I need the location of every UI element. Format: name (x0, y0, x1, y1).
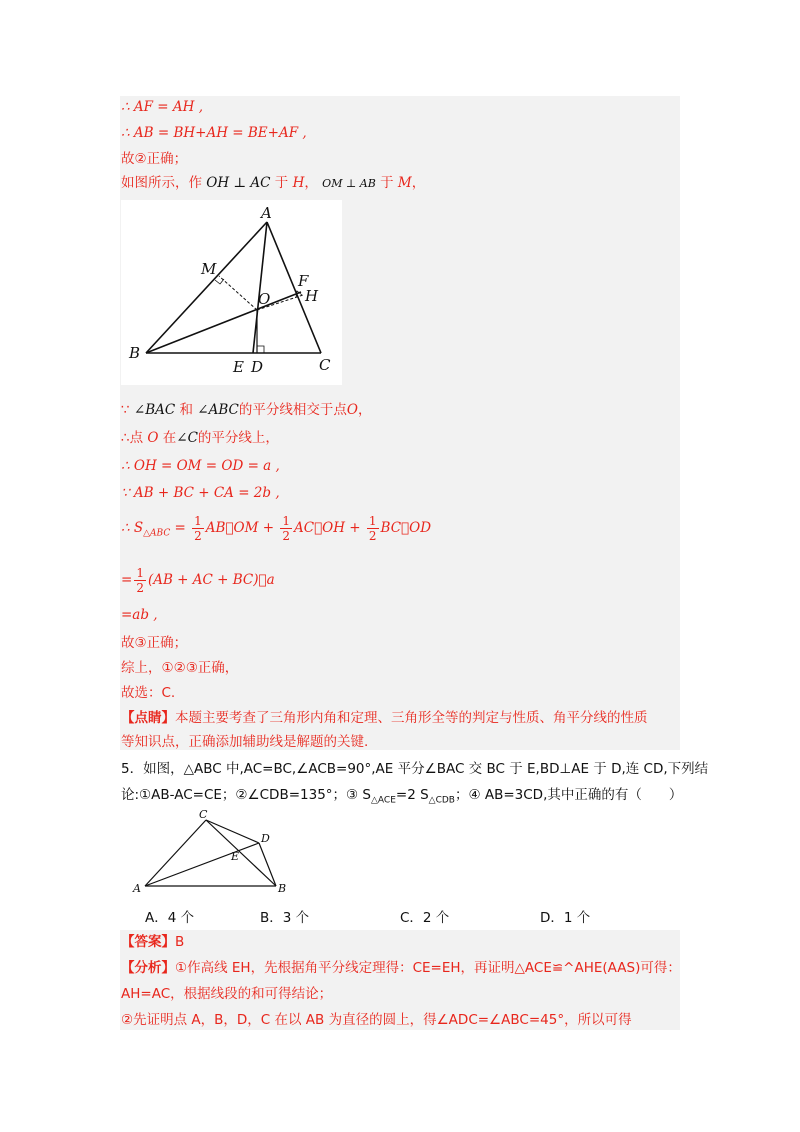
label-h: H (305, 287, 319, 305)
solution-line-equal-distances: ∴ OH = OM = OD = a , (121, 458, 280, 474)
area-sub-cdb: △CDB (428, 795, 455, 806)
option-d[interactable]: D．1 个 (540, 910, 591, 926)
area-symbol: ∴ S (121, 520, 144, 536)
segment-ae (253, 222, 267, 353)
term-ac-oh: AC⃞OH + (293, 520, 365, 536)
bisector-of-c: 的平分线上， (197, 430, 279, 446)
analysis-text-1: ①作高线 EH，先根据角平分线定理得：CE=EH，再证明△ACE≌^AHE(AAS)可得： (175, 960, 681, 976)
label-c-2: C (199, 808, 208, 821)
sum-times-a: (AB + AC + BC)⃞a (147, 572, 275, 588)
label-d-2: D (261, 832, 270, 845)
right-angle-d (257, 346, 264, 353)
label-m: M (201, 260, 217, 278)
solution-line-bisectors (121, 401, 371, 419)
question-5-line-1: 5．如图，△ABC 中,AC=BC,∠ACB=90°,AE 平分∠BAC 交 BC 于 E,BD⊥AE 于 D,连 CD,下列结 (121, 761, 709, 777)
label-d: D (251, 358, 264, 376)
solution-line-perimeter: ∵ AB + BC + CA = 2b , (121, 485, 280, 501)
angle-c: ∠C (176, 430, 198, 446)
and-word: 和 (179, 402, 193, 418)
label-c: C (319, 356, 331, 374)
solution-line-ab-sum: ∴ AB = BH+AH = BE+AF , (121, 125, 307, 141)
point-h: H (292, 175, 305, 191)
fraction-half-3: $\frac{1}{2}$ (368, 514, 377, 543)
bisector-end: ， (357, 402, 372, 418)
construction-prefix: 如图所示，作 (121, 175, 202, 191)
solution-line-summary: 综上，①②③正确， (121, 660, 239, 676)
oh-perp-ac: OH ⊥ AC (206, 175, 271, 191)
construction-end: ， (411, 175, 426, 191)
equals: = (170, 520, 191, 536)
om-perp-ab: OM ⊥ AB (322, 177, 376, 190)
label-a-2: A (133, 882, 141, 893)
answer-line (121, 933, 184, 951)
term-ab-om: AB⃞OM + (205, 520, 279, 536)
option-b[interactable]: B．3 个 (260, 910, 310, 926)
solution-block (120, 96, 680, 750)
analysis-line-3: ②先证明点 A，B，D，C 在以 AB 为直径的圆上，得∠ADC=∠ABC=45°，所以可得 (121, 1012, 632, 1028)
solution-line-conclusion-3: 故③正确； (121, 635, 188, 651)
question-conclusions-a: 论:①AB-AC=CE；②∠CDB=135°；③ S (121, 787, 371, 803)
triangle-figure-2-svg (121, 808, 301, 893)
label-a: A (261, 204, 272, 222)
analysis-tag: 【分析】 (121, 960, 175, 976)
area-subscript: △ABC (143, 528, 171, 539)
triangle-figure-1-svg (121, 200, 342, 385)
fraction-half-1: $\frac{1}{2}$ (194, 514, 202, 543)
segment-cd-2 (206, 820, 259, 843)
analysis-line-1 (121, 959, 681, 977)
fraction-half-2: $\frac{1}{2}$ (282, 514, 290, 543)
segment-om (219, 276, 257, 310)
answer-tag: 【答案】 (121, 934, 175, 950)
solution-line-area (121, 514, 431, 543)
label-b-2: B (278, 882, 287, 893)
question-conclusions-b: =2 S (395, 787, 429, 803)
option-a[interactable]: A．4 个 (145, 910, 195, 926)
angle-bac: ∠BAC (133, 402, 176, 418)
solution-line-construction: 如图所示，作 OH ⊥ AC 于 H， OM ⊥ AB 于 M， (121, 175, 426, 191)
term-bc-od: BC⃞OD (380, 520, 432, 536)
angle-abc: ∠ABC (197, 402, 239, 418)
point-o: O (346, 402, 358, 418)
on-word: 在 (162, 430, 177, 446)
because-symbol: ∵ (121, 402, 130, 418)
construction-at: 于 (274, 175, 289, 191)
equals-2: = (121, 572, 133, 588)
option-c[interactable]: C．2 个 (400, 910, 450, 926)
side-ab (146, 222, 267, 353)
segment-bf (146, 292, 301, 353)
label-o: O (258, 290, 271, 308)
solution-line-ab: =ab , (121, 607, 158, 623)
label-e-2: E (231, 850, 240, 863)
side-ac-2 (145, 820, 206, 886)
label-f: F (298, 272, 309, 290)
analysis-line-2: AH=AC，根据线段的和可得结论； (121, 986, 333, 1002)
label-b: B (129, 344, 141, 362)
answer-value: B (175, 934, 185, 950)
solution-line-conclusion-2: 故②正确； (121, 151, 188, 167)
segment-db-2 (259, 843, 276, 886)
solution-line-choice: 故选：C. (121, 685, 176, 701)
solution-line-area-sum (121, 566, 275, 595)
question-conclusions-c: ；④ AB=3CD,其中正确的有（ ） (454, 787, 683, 803)
solution-line-af-ah: ∴ AF = AH , (121, 99, 203, 115)
point-m: M (397, 175, 412, 191)
triangle-figure-2 (121, 808, 301, 893)
comment-text-1: 本题主要考查了三角形内角和定理、三角形全等的判定与性质、角平分线的性质 (175, 710, 648, 726)
triangle-figure-1 (121, 200, 342, 385)
bisector-text: 的平分线相交于点 (238, 402, 347, 418)
solution-line-comment-1 (121, 709, 648, 727)
construction-at-2: 于 (380, 175, 394, 191)
point-o-2: O (147, 430, 159, 446)
solution-line-o-on-bisector (121, 429, 279, 447)
label-e: E (233, 358, 244, 376)
comment-tag: 【点睛】 (121, 710, 175, 726)
segment-ad-2 (145, 843, 259, 886)
area-sub-ace: △ACE (371, 795, 396, 806)
side-cb-2 (206, 820, 276, 886)
question-5-line-2 (121, 786, 682, 810)
therefore-point: ∴点 (121, 430, 144, 446)
solution-line-comment-2: 等知识点，正确添加辅助线是解题的关键. (121, 734, 369, 750)
fraction-half-4: $\frac{1}{2}$ (136, 566, 144, 595)
